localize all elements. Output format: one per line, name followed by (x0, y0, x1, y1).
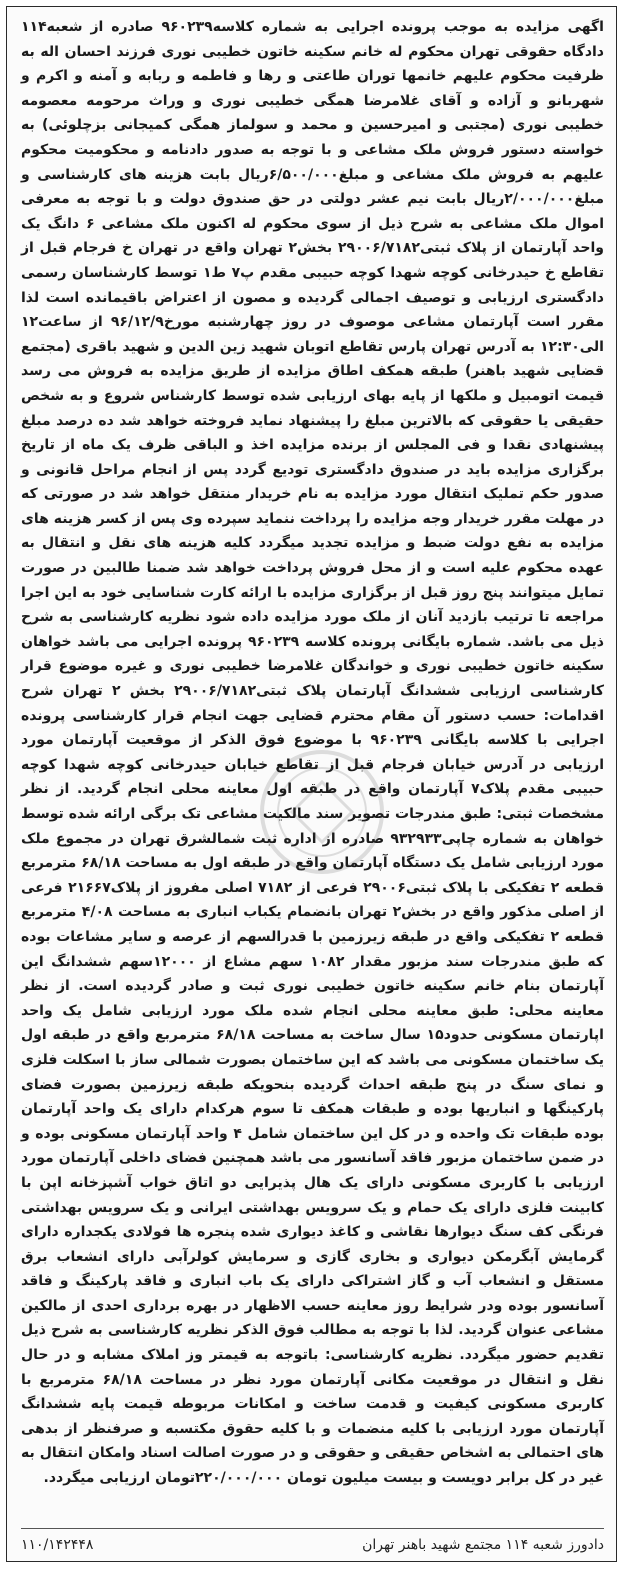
footer-number: ۱۱۰/۱۴۲۴۴۸ (21, 1537, 94, 1553)
notice-page (6, 6, 617, 1562)
footer-divider (21, 1528, 604, 1529)
notice-paragraph: اگهی مزایده به موجب پرونده اجرایی به شماره کلاسه۹۶۰۲۳۹ صادره از شعبه۱۱۴ دادگاه حقوقی تهران محکوم له خانم سکینه خاتون خطیبی نوری فرزند احسان اله به ظرفیت محکوم علیهم خانمها توران طاعتی و رها و فاطمه و ربابه و آمنه و اکرم و شهربانو و آزاده و آقای غلامرضا همگی خطیبی نوری و وراث مرحومه معصومه خطیبی نوری (مجتبی و امیرحسین و محمد و سولماز همگی کمیجانی بزچلوئی) به خواسته دستور فروش ملک مشاعی و با توجه به صدور دادنامه و محکومیت محکوم علیهم به فروش ملک مشاعی و مبلغ۶/۵۰۰/۰۰۰ریال بابت هزینه های کارشناسی و مبلغ۲/۰۰۰/۰۰۰ریال بابت نیم عشر دولتی در حق صندوق دولت و با توجه به معرفی اموال ملک مشاعی به شرح ذیل از سوی محکوم له اکنون ملک مشاعی ۶ دانگ یک واحد آپارتمان از پلاک ثبتی۲۹۰۰۶/۷۱۸۲ بخش۲ تهران واقع در تهران خ فرجام قبل از تقاطع خ حیدرخانی کوچه شهدا کوچه حبیبی مقدم پ۷ ط۱ توسط کارشناسان رسمی دادگستری ارزیابی و توصیف اجمالی گردیده و مصون از اعتراض باقیمانده است لذا مقرر است آپارتمان مشاعی موصوف در روز چهارشنبه مورخ۹۶/۱۲/۹ از ساعت۱۲ الی۱۲:۳۰ به آدرس تهران پارس تقاطع اتوبان شهید زین الدین و شهید باقری (مجتمع قضایی شهید باهنر) طبقه همکف اطاق مزایده از طریق مزایده به فروش می رسد قیمت اتومبیل و ملکها از پایه بهای ارزیابی شده توسط کارشناس شروع و به شخص حقیقی یا حقوقی که بالاترین مبلغ را پیشنهاد نماید فروخته خواهد شد ده درصد مبلغ پیشنهادی نقدا و فی المجلس از برنده مزایده اخذ و الباقی ظرف یک ماه از تاریخ برگزاری مزایده باید در صندوق دادگستری تودیع گردد پس از انجام مراحل قانونی و صدور حکم تملیک انتقال مورد مزایده به نام خریدار منتقل خواهد شد در صورتی که در مهلت مقرر خریدار وجه مزایده را پرداخت ننماید سپرده وی پس از کسر هزینه های مزایده به نفع دولت ضبط و مزایده تجدید میگردد کلیه هزینه های نقل و انتقال به عهده محکوم علیه است و از محل فروش پرداخت خواهد شد ضمنا طالبین در صورت تمایل میتوانند پنج روز قبل از برگزاری مزایده با ارائه کارت شناسایی خود به این اجرا مراجعه تا ترتیب بازدید آنان از ملک مورد مزایده داده شود نظریه کارشناسی به شرح ذیل می باشد. شماره بایگانی پرونده کلاسه ۹۶۰۲۳۹ پرونده اجرایی می باشد خواهان سکینه خاتون خطیبی نوری و خواندگان غلامرضا خطیبی نوری و غیره موضوع قرار کارشناسی ارزیابی ششدانگ آپارتمان پلاک ثبتی۲۹۰۰۶/۷۱۸۲ بخش ۲ تهران شرح اقدامات: حسب دستور آن مقام محترم قضایی جهت انجام قرار کارشناسی پرونده اجرایی با کلاسه بایگانی ۹۶۰۲۳۹ با موضوع فوق الذکر از موقعیت آپارتمان مورد ارزیابی در آدرس خیابان فرجام قبل از تقاطع خیابان حیدرخانی کوچه شهدا کوچه حبیبی مقدم پلاک۷ آپارتمان واقع در طبقه اول معاینه محلی انجام گردید. از نظر مشخصات ثبتی: طبق مندرجات تصویر سند مالکیت مشاعی تک برگی ارائه شده توسط خواهان به شماره چاپی۹۳۲۹۳۳ صادره از اداره ثبت شمالشرق تهران در مجموع ملک مورد ارزیابی شامل یک دستگاه آپارتمان واقع در طبقه اول به مساحت ۶۸/۱۸ مترمربع قطعه ۲ تفکیکی با پلاک ثبتی۲۹۰۰۶ فرعی از ۷۱۸۲ اصلی مفروز از پلاک۲۱۶۶۷ فرعی از اصلی مذکور واقع در بخش۲ تهران بانضمام یکباب انباری به مساحت ۴/۰۸ مترمربع قطعه ۲ تفکیکی واقع در طبقه زیرزمین با قدرالسهم از عرصه و سایر مشاعات بوده که طبق مندرجات سند مزبور مقدار ۱۰۸۲ سهم مشاع از ۱۲۰۰۰سهم ششدانگ این آپارتمان بنام خانم سکینه خاتون خطیبی نوری ثبت و صادر گردیده است. از نظر معاینه محلی: طبق معاینه محلی انجام شده ملک مورد ارزیابی شامل یک واحد اپارتمان مسکونی حدود۱۵ سال ساخت به مساحت ۶۸/۱۸ مترمربع واقع در طبقه اول یک ساختمان مسکونی می باشد که این ساختمان بصورت شمالی ساز با اسکلت فلزی و نمای سنگ در پنج طبقه احداث گردیده بنحویکه طبقه زیرزمین بصورت فضای پارکینگها و انباریها بوده و طبقات همکف تا سوم هرکدام دارای یک واحد آپارتمان بوده طبقات تک واحده و در کل این ساختمان شامل ۴ واحد آپارتمان مسکونی بوده و در ضمن ساختمان مزبور فاقد آسانسور می باشد همچنین فضای داخلی آپارتمان مورد ارزیابی با کاربری مسکونی دارای یک هال پذیرایی دو اتاق خواب آشپزخانه اپن با کابینت فلزی دارای یک حمام و یک سرویس بهداشتی ایرانی و یک سرویس بهداشتی فرنگی کف سنگ دیوارها نقاشی و کاغذ دیواری شده پنجره ها فولادی یکجداره دارای گرمایش آبگرمکن دیواری و بخاری گازی و سرمایش کولرآبی دارای انشعاب برق مستقل و انشعاب آب و گاز اشتراکی دارای یک باب انباری و فاقد پارکینگ و فاقد آسانسور بوده ودر شرایط روز معاینه حسب الاظهار در بهره برداری احدی از مالکین مشاعی عنوان گردید. لذا با توجه به مطالب فوق الذکر نظریه کارشناسی به شرح ذیل تقدیم حضور میگردد. نظریه کارشناسی: باتوجه به قیمتر وز املاک مشابه و در حال نقل و انتقال در موقعیت مکانی آپارتمان مورد نظر در مساحت ۶۸/۱۸ مترمربع با کاربری مسکونی کیفیت و قدمت ساخت و امکانات مربوطه قیمت پایه ششدانگ آپارتمان مورد ارزیابی با کلیه منضمات و با کلیه حقوق مکتسبه و صرفنظر از بدهی های احتمالی به اشخاص حقیقی و حقوقی و در صورت اصالت اسناد وامکان انتقال به غیر در کل برابر دویست و بیست میلیون تومان ۲۲۰/۰۰۰/۰۰۰تومان ارزیابی میگردد. (21, 19, 605, 1487)
notice-body (21, 15, 604, 1491)
notice-footer (21, 1533, 604, 1557)
footer-issuer: دادورز شعبه ۱۱۴ مجتمع شهید باهنر تهران (362, 1537, 604, 1553)
